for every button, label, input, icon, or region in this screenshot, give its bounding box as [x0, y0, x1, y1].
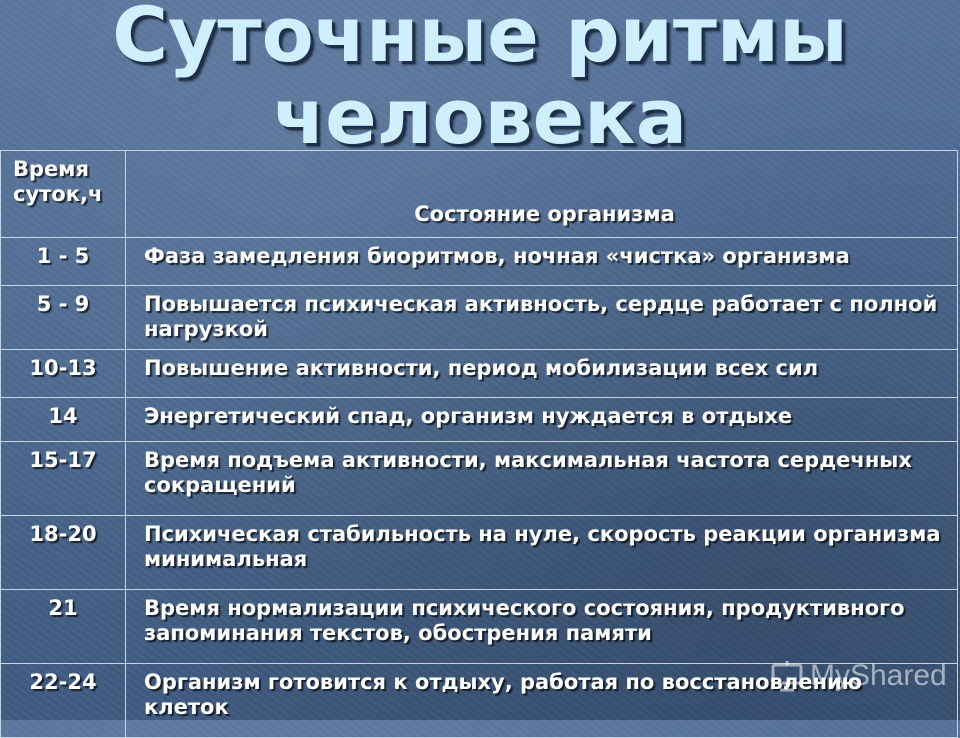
table-header-row [1, 151, 958, 238]
row-state: Повышение активности, период мобилизации всех сил [126, 350, 958, 398]
row-state: Повышается психическая активность, сердце работает с полной нагрузкой [126, 286, 958, 350]
row-time: 14 [1, 398, 126, 442]
row-time: 22-24 [1, 664, 126, 738]
table-row [1, 590, 958, 664]
row-state: Психическая стабильность на нуле, скорость реакции организма минимальная [126, 516, 958, 590]
row-state: Время подъема активности, максимальная частота сердечных сокращений [126, 442, 958, 516]
row-time: 15-17 [1, 442, 126, 516]
row-time: 10-13 [1, 350, 126, 398]
header-time: Время суток,ч [1, 151, 126, 238]
row-time: 21 [1, 590, 126, 664]
table-row [1, 442, 958, 516]
watermark [770, 654, 960, 698]
watermark-text: MyShared [810, 659, 947, 692]
row-time: 5 - 9 [1, 286, 126, 350]
row-state: Организм готовится к отдыху, работая по восстановлению клеток [126, 664, 958, 738]
table-row [1, 350, 958, 398]
row-time: 18-20 [1, 516, 126, 590]
daily-rhythms-table [0, 150, 958, 738]
table-row [1, 286, 958, 350]
slide-title: Суточные ритмы человека [112, 0, 848, 161]
presentation-icon [770, 659, 804, 693]
table-row [1, 398, 958, 442]
row-time: 1 - 5 [1, 238, 126, 286]
table-row [1, 516, 958, 590]
header-state: Состояние организма [126, 151, 958, 238]
table-row [1, 238, 958, 286]
row-state: Фаза замедления биоритмов, ночная «чистка» организма [126, 238, 958, 286]
row-state: Энергетический спад, организм нуждается в отдыхе [126, 398, 958, 442]
row-state: Время нормализации психического состояния, продуктивного запоминания текстов, обострения памяти [126, 590, 958, 664]
